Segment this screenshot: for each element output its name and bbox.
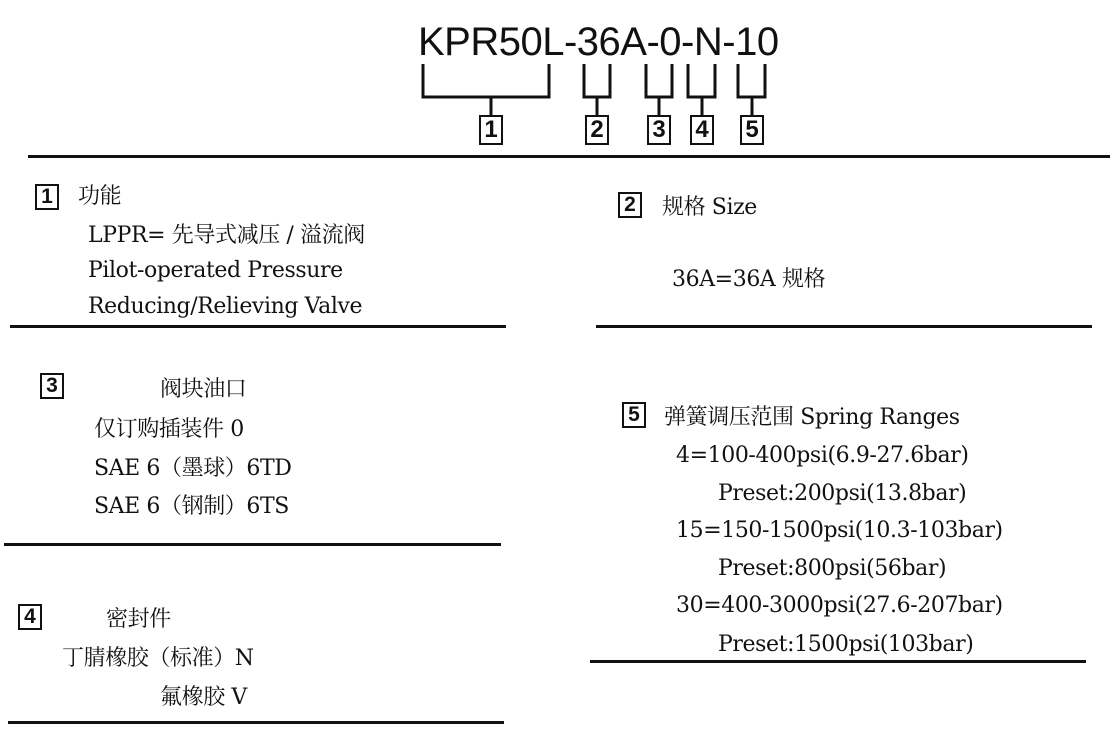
section1-title: 功能 (78, 184, 122, 209)
callout-number-2: 2 (585, 115, 609, 145)
section1-number: 1 (35, 184, 59, 210)
section4-title: 密封件 (106, 607, 171, 632)
section3-line: SAE 6（墨球）6TD (94, 456, 292, 481)
callout-number-3: 3 (647, 115, 671, 145)
callout-number-1: 1 (479, 115, 503, 145)
section2-number: 2 (618, 192, 642, 218)
section4-line: 丁腈橡胶（标准）N (62, 646, 254, 671)
callout-number-4: 4 (690, 115, 714, 145)
section4-number: 4 (18, 604, 42, 630)
section3-line: SAE 6（钢制）6TS (94, 494, 289, 519)
section4-divider (8, 721, 504, 724)
section3-line: 仅订购插装件 0 (94, 417, 244, 442)
section2-title: 规格 Size (662, 195, 757, 220)
section5-line: 15=150-1500psi(10.3-103bar) (676, 518, 1003, 543)
section5-line: Preset:800psi(56bar) (718, 556, 947, 581)
section2-divider (596, 325, 1092, 328)
callout-brackets (0, 0, 1120, 160)
section5-line: Preset:1500psi(103bar) (718, 632, 974, 657)
callout-number-5: 5 (740, 115, 764, 145)
section5-divider (590, 660, 1086, 663)
section1-line: Pilot-operated Pressure (88, 258, 343, 283)
main-divider (28, 155, 1110, 158)
section1-line: Reducing/Relieving Valve (88, 294, 363, 319)
section5-number: 5 (622, 402, 646, 428)
section5-line: Preset:200psi(13.8bar) (718, 481, 967, 506)
section1-divider (10, 325, 506, 328)
section1-line: LPPR= 先导式减压 / 溢流阀 (88, 223, 365, 248)
section3-divider (4, 543, 501, 546)
model-code: KPR50L-36A-0-N-10 (418, 20, 779, 64)
section2-line: 36A=36A 规格 (672, 267, 826, 292)
section3-title: 阀块油口 (160, 377, 247, 402)
section4-line: 氟橡胶 V (160, 685, 247, 710)
section3-number: 3 (40, 373, 64, 399)
section5-line: 4=100-400psi(6.9-27.6bar) (676, 443, 969, 468)
section5-line: 30=400-3000psi(27.6-207bar) (676, 593, 1003, 618)
section5-title: 弹簧调压范围 Spring Ranges (664, 405, 960, 430)
